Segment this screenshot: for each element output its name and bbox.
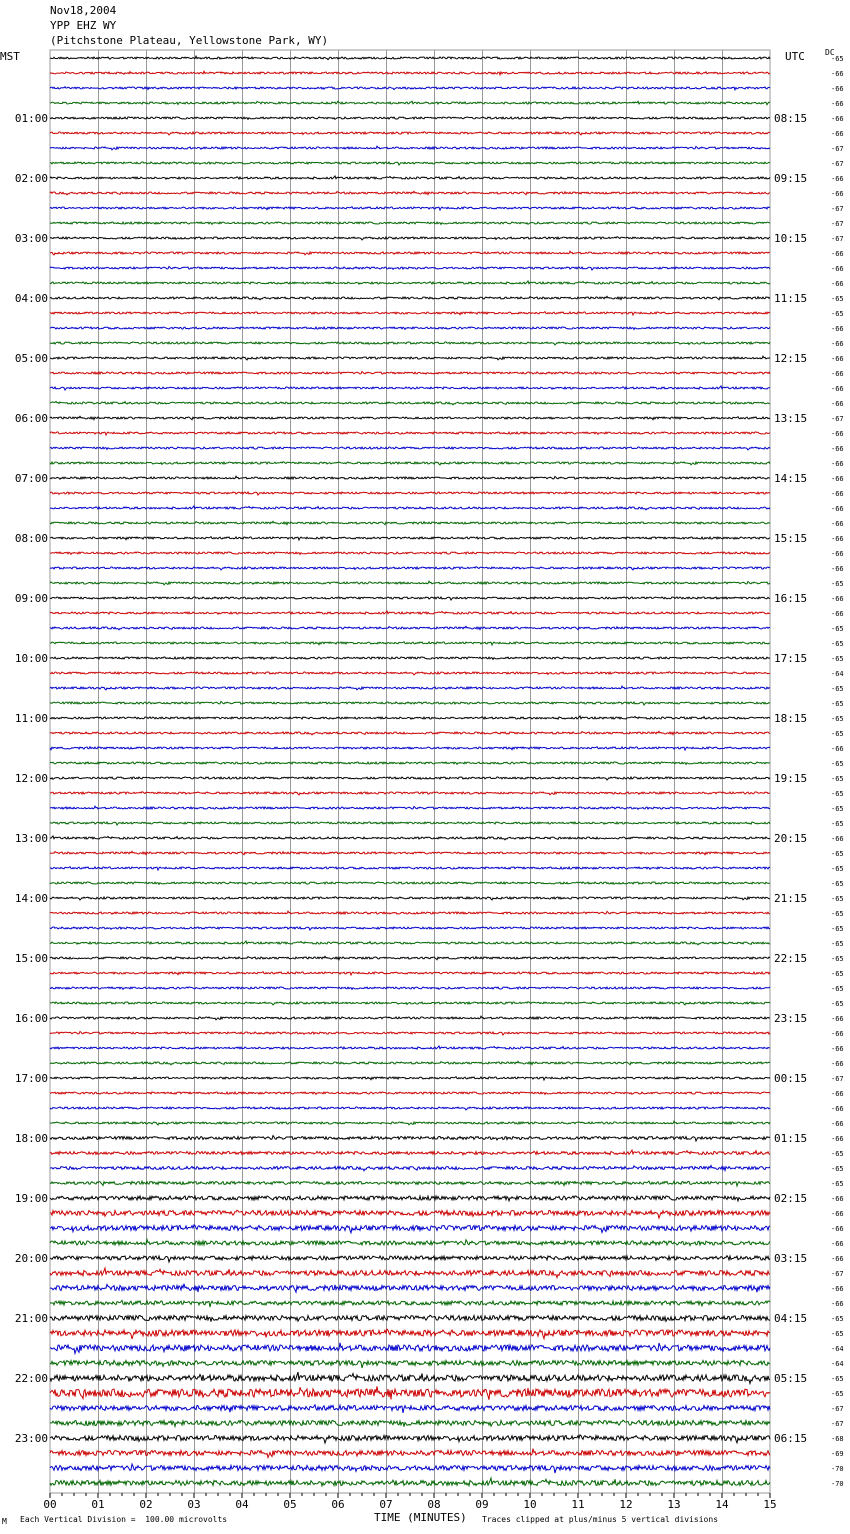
dc-offset-label: -66 [831,100,844,108]
dc-offset-label: -67 [831,160,844,168]
dc-offset-label: -66 [831,610,844,618]
dc-offset-label: -66 [831,190,844,198]
dc-offset-label: -65 [831,1390,844,1398]
dc-offset-label: -65 [831,700,844,708]
trace-line [50,1420,770,1426]
dc-offset-label: -65 [831,685,844,693]
dc-offset-label: -65 [831,850,844,858]
trace-line [50,1361,770,1369]
dc-offset-label: -64 [831,670,844,678]
left-hour-label: 03:00 [14,232,48,245]
trace-line [50,296,770,300]
right-hour-label: 17:15 [774,652,808,665]
dc-offset-label: -65 [831,910,844,918]
dc-offset-label: -66 [831,1045,844,1053]
trace-line [50,792,770,795]
clip-note: Traces clipped at plus/minus 5 vertical divisions [482,1515,719,1524]
trace-line [50,222,770,225]
right-hour-label: 09:15 [774,172,808,185]
dc-offset-label: -66 [831,460,844,468]
trace-line [50,762,770,764]
right-hour-label: 02:15 [774,1192,808,1205]
trace-line [50,806,770,809]
dc-offset-label: -66 [831,1225,844,1233]
dc-offset-label: -65 [831,1330,844,1338]
trace-line [50,1196,770,1201]
x-tick-label: 07 [379,1498,393,1511]
left-hour-label: 11:00 [14,712,48,725]
dc-offset-label: -64 [831,1360,844,1368]
dc-offset-label: -66 [831,1195,844,1203]
dc-offset-label: -66 [831,1285,844,1293]
trace-line [50,626,770,630]
dc-offset-label: -65 [831,295,844,303]
dc-offset-label: -65 [831,880,844,888]
trace-line [50,342,770,345]
dc-offset-label: -65 [831,715,844,723]
dc-offset-label: -66 [831,115,844,123]
left-hour-label: 07:00 [14,472,48,485]
dc-offset-label: -70 [831,1480,844,1488]
trace-line [50,1002,770,1005]
dc-offset-label: -65 [831,1150,844,1158]
dc-offset-label: -68 [831,1435,844,1443]
dc-offset-label: -65 [831,730,844,738]
trace-line [50,911,770,914]
x-tick-label: 02 [139,1498,153,1511]
x-tick-label: 13 [667,1498,681,1511]
left-hour-label: 18:00 [14,1132,48,1145]
dc-offset-label: -66 [831,1090,844,1098]
trace-line [50,207,770,210]
trace-line [50,237,770,240]
trace-line [50,117,770,120]
left-hour-label: 15:00 [14,952,48,965]
dc-offset-label: -67 [831,1405,844,1413]
dc-offset-label: -66 [831,175,844,183]
trace-line [50,686,770,690]
trace-line [50,1031,770,1035]
trace-line [50,716,770,719]
dc-offset-label: -65 [831,1165,844,1173]
trace-line [50,1343,770,1354]
dc-offset-label: -69 [831,1450,844,1458]
trace-line [50,432,770,435]
trace-line [50,1121,770,1125]
right-hour-label: 20:15 [774,832,808,845]
left-hour-label: 05:00 [14,352,48,365]
trace-line [50,132,770,135]
right-hour-label: 14:15 [774,472,808,485]
trace-line [50,1046,770,1049]
trace-line [50,1107,770,1110]
trace-line [50,1210,770,1218]
trace-line [50,191,770,195]
x-tick-label: 15 [763,1498,777,1511]
dc-offset-label: -65 [831,1315,844,1323]
trace-line [50,581,770,585]
dc-offset-label: -65 [831,865,844,873]
trace-line [50,356,770,360]
trace-line [50,882,770,885]
right-hour-label: 21:15 [774,892,808,905]
trace-line [50,1300,770,1307]
left-hour-label: 13:00 [14,832,48,845]
dc-offset-label: -66 [831,535,844,543]
dc-offset-label: -66 [831,250,844,258]
trace-line [50,266,770,270]
trace-line [50,162,770,165]
trace-line [50,777,770,780]
dc-offset-label: -66 [831,1135,844,1143]
trace-line [50,476,770,479]
trace-line [50,747,770,750]
dc-offset-label: -65 [831,55,844,63]
trace-line [50,1256,770,1262]
trace-line [50,672,770,675]
dc-offset-label: -67 [831,235,844,243]
trace-line [50,176,770,179]
trace-line [50,1315,770,1321]
dc-offset-label: -66 [831,835,844,843]
dc-offset-label: -66 [831,1300,844,1308]
dc-offset-label: -65 [831,1375,844,1383]
trace-line [50,1016,770,1020]
trace-line [50,1372,770,1383]
trace-line [50,1150,770,1155]
station-name: YPP EHZ WY [50,19,117,32]
dc-offset-label: -65 [831,970,844,978]
x-tick-label: 11 [571,1498,585,1511]
right-hour-label: 04:15 [774,1312,808,1325]
trace-line [50,371,770,374]
left-hour-label: 19:00 [14,1192,48,1205]
plot-date: Nov18,2004 [50,4,117,17]
left-hour-label: 23:00 [14,1432,48,1445]
dc-offset-label: -66 [831,265,844,273]
x-tick-label: 12 [619,1498,633,1511]
dc-offset-label: -67 [831,1075,844,1083]
trace-line [50,987,770,990]
left-hour-label: 04:00 [14,292,48,305]
dc-offset-label: -65 [831,655,844,663]
right-hour-label: 23:15 [774,1012,808,1025]
x-tick-label: 10 [523,1498,537,1511]
right-hour-label: 22:15 [774,952,808,965]
trace-line [50,462,770,465]
dc-offset-label: -66 [831,1120,844,1128]
trace-line [50,521,770,524]
dc-offset-label: -66 [831,745,844,753]
dc-offset-label: -66 [831,565,844,573]
dc-offset-label: -65 [831,790,844,798]
dc-offset-label: -65 [831,775,844,783]
right-hour-label: 15:15 [774,532,808,545]
trace-line [50,1225,770,1233]
dc-offset-label: -66 [831,340,844,348]
dc-offset-label: -66 [831,490,844,498]
left-hour-label: 08:00 [14,532,48,545]
trace-line [50,1181,770,1186]
dc-offset-label: -67 [831,1420,844,1428]
dc-offset-label: -65 [831,925,844,933]
left-hour-label: 20:00 [14,1252,48,1265]
trace-line [50,822,770,825]
trace-line [50,567,770,570]
dc-offset-label: -64 [831,1345,844,1353]
dc-offset-label: -67 [831,205,844,213]
dc-offset-label: -65 [831,625,844,633]
left-hour-label: 17:00 [14,1072,48,1085]
left-hour-label: 22:00 [14,1372,48,1385]
right-hour-label: 16:15 [774,592,808,605]
trace-line [50,1166,770,1171]
trace-line [50,897,770,900]
dc-offset-header: DC [825,48,835,57]
dc-offset-label: -66 [831,1255,844,1263]
x-tick-label: 03 [187,1498,201,1511]
trace-line [50,611,770,614]
trace-line [50,701,770,705]
trace-line [50,642,770,645]
left-hour-label: 09:00 [14,592,48,605]
trace-line [50,327,770,329]
trace-line [50,1061,770,1065]
trace-line [50,1435,770,1443]
x-tick-label: 06 [331,1498,345,1511]
trace-line [50,71,770,75]
dc-offset-label: -66 [831,595,844,603]
right-hour-label: 05:15 [774,1372,808,1385]
left-timezone-label: MST [0,50,20,63]
trace-line [50,146,770,150]
left-hour-label: 01:00 [14,112,48,125]
trace-line [50,416,770,419]
trace-line [50,731,770,735]
trace-line [50,101,770,105]
x-tick-label: 14 [715,1498,729,1511]
dc-offset-label: -66 [831,400,844,408]
right-hour-label: 06:15 [774,1432,808,1445]
dc-offset-label: -67 [831,1270,844,1278]
trace-line [50,537,770,540]
dc-offset-label: -65 [831,955,844,963]
right-hour-label: 11:15 [774,292,808,305]
dc-offset-label: -65 [831,1180,844,1188]
x-tick-label: 09 [475,1498,489,1511]
dc-offset-label: -66 [831,1030,844,1038]
dc-offset-label: -66 [831,1105,844,1113]
trace-line [50,506,770,510]
trace-line [50,1329,770,1339]
dc-offset-label: -66 [831,475,844,483]
trace-line [50,956,770,959]
x-tick-label: 04 [235,1498,249,1511]
trace-line [50,251,770,255]
right-hour-label: 18:15 [774,712,808,725]
dc-offset-label: -67 [831,145,844,153]
dc-offset-label: -65 [831,895,844,903]
x-axis-title: TIME (MINUTES) [374,1511,467,1524]
right-hour-label: 08:15 [774,112,808,125]
right-hour-label: 19:15 [774,772,808,785]
dc-offset-label: -66 [831,1015,844,1023]
dc-offset-label: -65 [831,1000,844,1008]
dc-offset-label: -66 [831,280,844,288]
trace-line [50,1464,770,1473]
station-location: (Pitchstone Plateau, Yellowstone Park, WY) [50,34,329,47]
left-hour-label: 16:00 [14,1012,48,1025]
dc-offset-label: -66 [831,505,844,513]
dc-offset-label: -65 [831,985,844,993]
dc-offset-label: -66 [831,130,844,138]
trace-line [50,56,770,59]
dc-offset-label: -66 [831,370,844,378]
dc-offset-label: -67 [831,415,844,423]
trace-line [50,1077,770,1080]
right-hour-label: 10:15 [774,232,808,245]
trace-line [50,402,770,405]
trace-line [50,87,770,90]
left-hour-label: 06:00 [14,412,48,425]
left-hour-label: 21:00 [14,1312,48,1325]
dc-offset-label: -66 [831,385,844,393]
dc-offset-label: -65 [831,640,844,648]
dc-offset-label: -66 [831,1210,844,1218]
left-hour-label: 10:00 [14,652,48,665]
trace-line [50,1386,770,1399]
trace-line [50,851,770,854]
trace-line [50,281,770,284]
trace-line [50,1136,770,1141]
trace-line [50,941,770,945]
dc-offset-label: -66 [831,1240,844,1248]
vertical-scale-note: Each Vertical Division = 100.00 microvolts [20,1515,228,1524]
dc-offset-label: -66 [831,85,844,93]
dc-offset-label: -66 [831,430,844,438]
dc-offset-label: -65 [831,310,844,318]
dc-offset-label: -66 [831,325,844,333]
dc-offset-label: -66 [831,520,844,528]
dc-offset-label: -65 [831,580,844,588]
trace-line [50,597,770,600]
trace-line [50,1240,770,1246]
x-tick-label: 05 [283,1498,297,1511]
right-timezone-label: UTC [785,50,805,63]
dc-offset-label: -67 [831,220,844,228]
x-tick-label: 08 [427,1498,441,1511]
trace-line [50,1449,770,1458]
plot-frame [50,50,770,1493]
corner-mark: M [2,1517,7,1526]
x-tick-label: 01 [91,1498,105,1511]
dc-offset-label: -65 [831,760,844,768]
right-hour-label: 12:15 [774,352,808,365]
trace-line [50,552,770,555]
trace-line [50,1405,770,1413]
trace-line [50,867,770,870]
right-hour-label: 01:15 [774,1132,808,1145]
dc-offset-label: -66 [831,1060,844,1068]
dc-offset-label: -66 [831,70,844,78]
trace-line [50,386,770,390]
dc-offset-label: -65 [831,805,844,813]
trace-line [50,836,770,840]
right-hour-label: 13:15 [774,412,808,425]
left-hour-label: 14:00 [14,892,48,905]
trace-line [50,1284,770,1292]
right-hour-label: 00:15 [774,1072,808,1085]
right-hour-label: 03:15 [774,1252,808,1265]
trace-line [50,1478,770,1486]
trace-line [50,1092,770,1095]
trace-line [50,312,770,315]
dc-offset-label: -66 [831,355,844,363]
dc-offset-label: -65 [831,940,844,948]
trace-line [50,972,770,975]
dc-offset-label: -66 [831,445,844,453]
trace-line [50,927,770,930]
left-hour-label: 12:00 [14,772,48,785]
dc-offset-label: -66 [831,550,844,558]
trace-line [50,447,770,450]
trace-line [50,1268,770,1278]
dc-offset-label: -65 [831,820,844,828]
trace-line [50,657,770,660]
dc-offset-label: -70 [831,1465,844,1473]
trace-line [50,492,770,495]
left-hour-label: 02:00 [14,172,48,185]
x-tick-label: 00 [43,1498,57,1511]
